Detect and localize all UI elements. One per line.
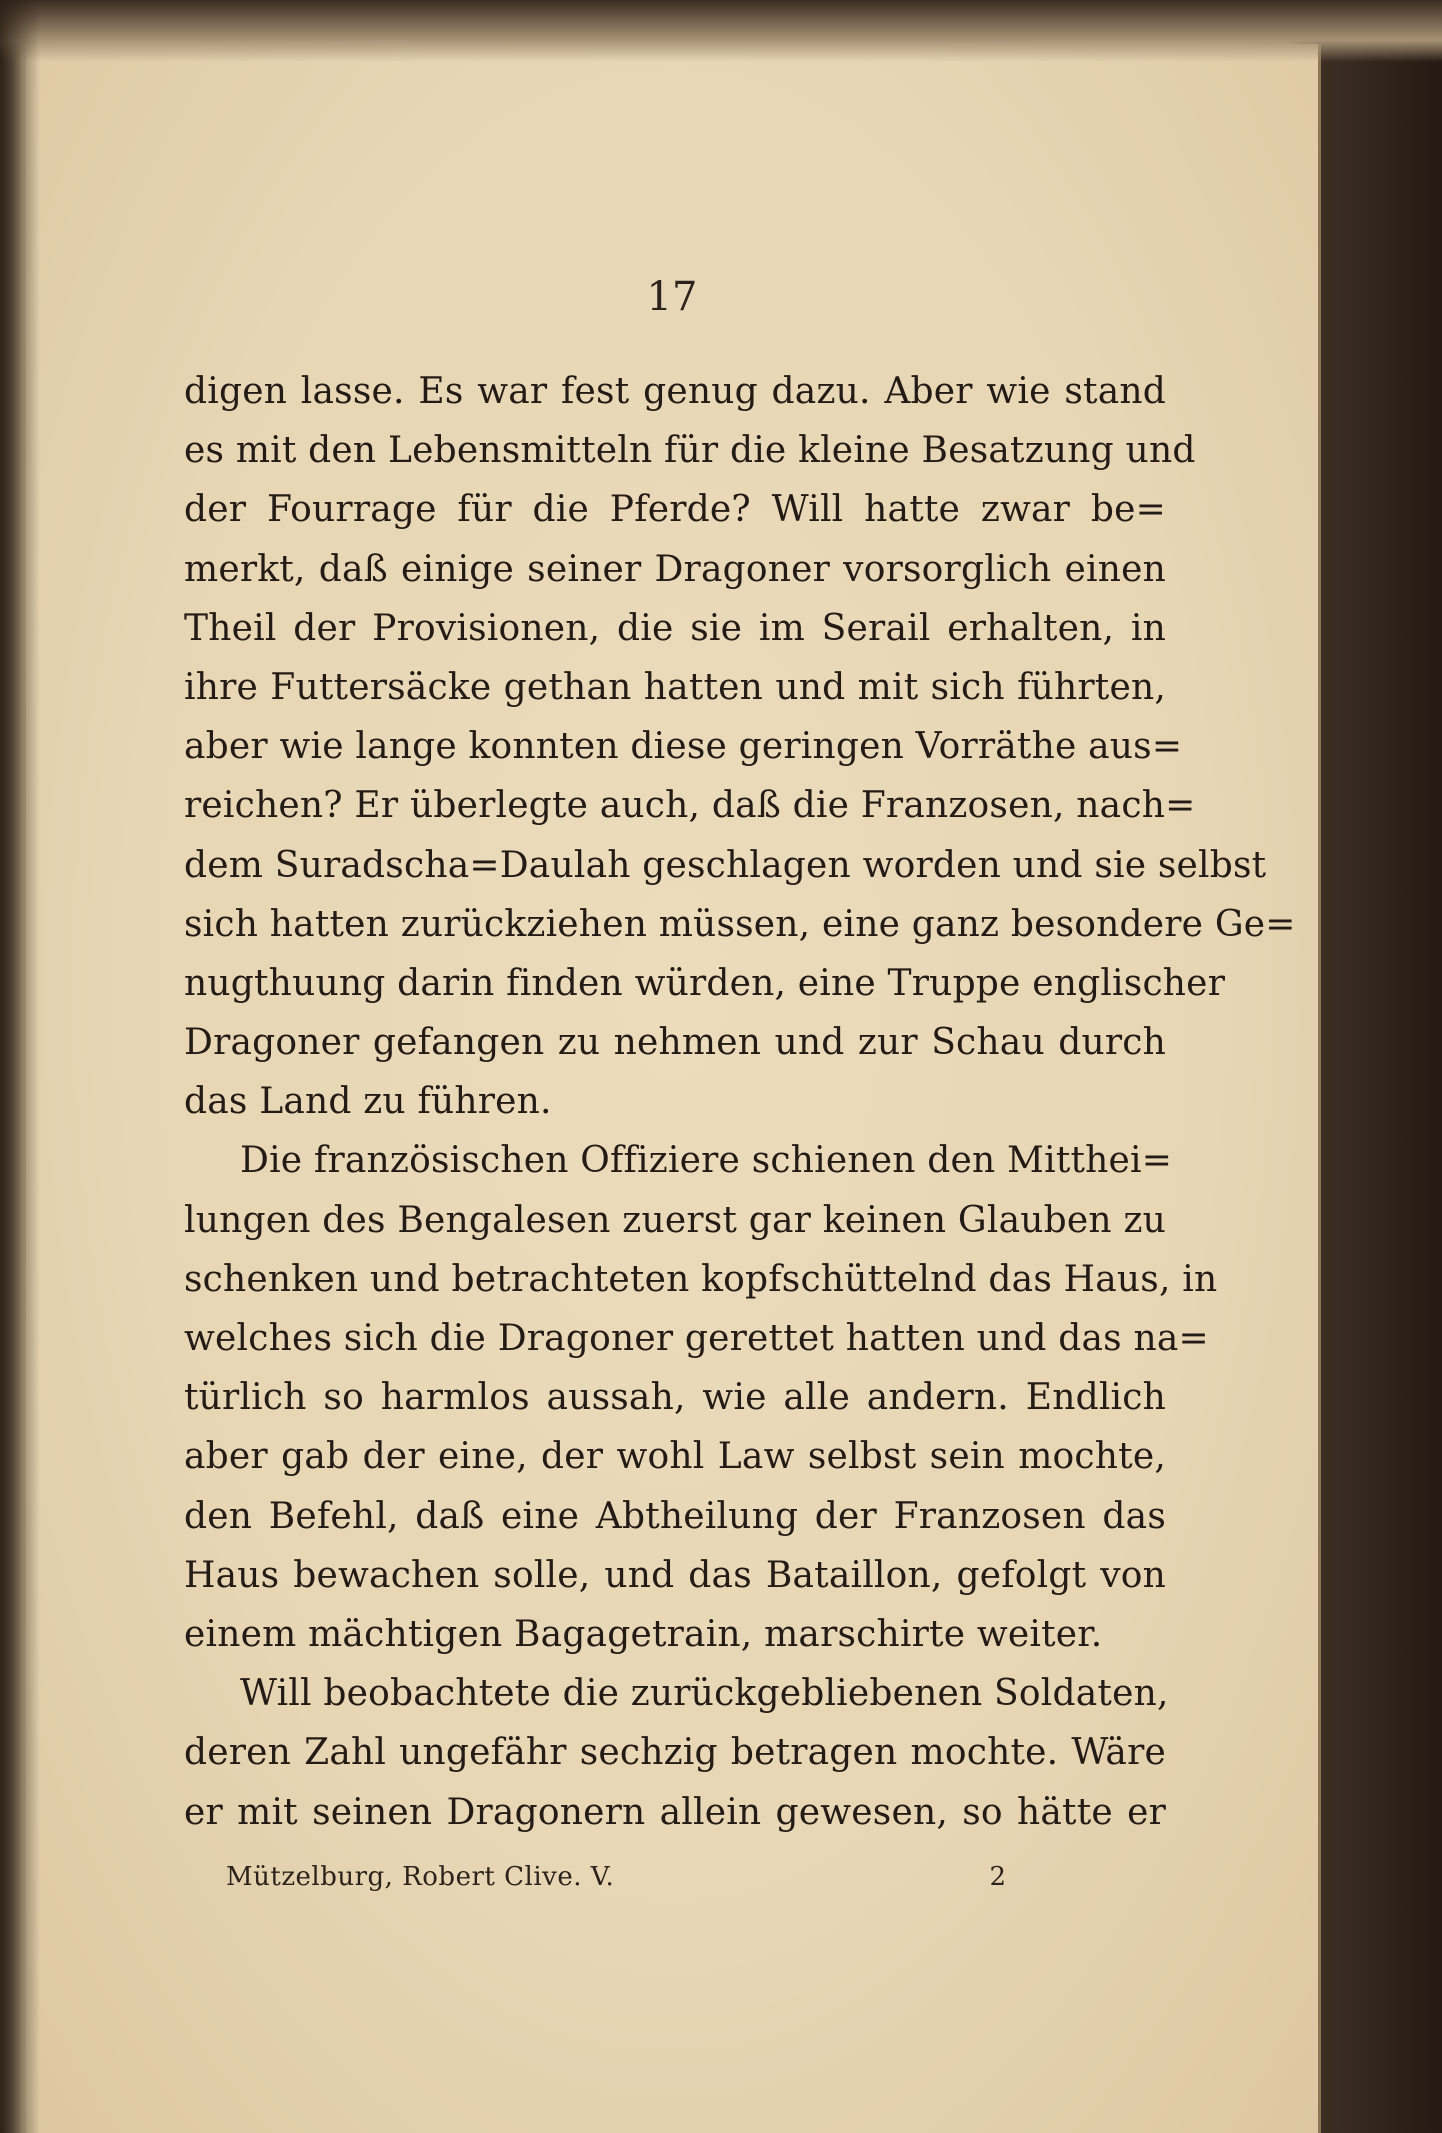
text-line: Will beobachtete die zurückgebliebenen Soldaten, bbox=[240, 1673, 1169, 1715]
text-line: reichen? Er überlegte auch, daß die Franzosen, nach= bbox=[184, 785, 1196, 827]
text-line: aber wie lange konnten diese geringen Vorräthe aus= bbox=[184, 726, 1183, 768]
text-line: das Land zu führen. bbox=[184, 1081, 552, 1123]
text-line: Theil der Provisionen, die sie im Serail erhalten, in bbox=[184, 607, 1166, 649]
book-cover-edge bbox=[1318, 40, 1442, 2133]
text-line: deren Zahl ungefähr sechzig betragen mochte. Wäre bbox=[184, 1732, 1166, 1774]
scan-top-edge bbox=[0, 0, 1442, 62]
text-line: nugthuung darin finden würden, eine Truppe englischer bbox=[184, 962, 1226, 1004]
text-line: er mit seinen Dragonern allein gewesen, so hätte er bbox=[184, 1791, 1166, 1833]
text-line: den Befehl, daß eine Abtheilung der Franzosen das bbox=[184, 1495, 1166, 1537]
page-sheet bbox=[26, 44, 1321, 2133]
text-line: es mit den Lebensmitteln für die kleine Besatzung und bbox=[184, 430, 1196, 472]
page-footer bbox=[226, 1862, 1006, 1892]
printer-signature: Mützelburg, Robert Clive. V. bbox=[226, 1862, 615, 1892]
text-line: einem mächtigen Bagagetrain, marschirte weiter. bbox=[184, 1613, 1103, 1655]
text-line: merkt, daß einige seiner Dragoner vorsorglich einen bbox=[184, 548, 1166, 590]
text-line: lungen des Bengalesen zuerst gar keinen Glauben zu bbox=[184, 1199, 1166, 1241]
text-line: schenken und betrachteten kopfschüttelnd das Haus, in bbox=[184, 1258, 1218, 1300]
text-line: aber gab der eine, der wohl Law selbst sein mochte, bbox=[184, 1436, 1166, 1478]
text-line: digen lasse. Es war fest genug dazu. Aber wie stand bbox=[184, 371, 1166, 412]
text-line: der Fourrage für die Pferde? Will hatte zwar be= bbox=[184, 489, 1166, 531]
text-line: türlich so harmlos aussah, wie alle andern. Endlich bbox=[184, 1377, 1166, 1419]
text-line: Haus bewachen solle, und das Bataillon, gefolgt von bbox=[184, 1554, 1166, 1596]
body-text bbox=[184, 362, 1296, 1842]
binding-shadow bbox=[0, 0, 40, 2133]
page-number: 17 bbox=[646, 274, 698, 320]
text-line: ihre Futtersäcke gethan hatten und mit sich führten, bbox=[184, 666, 1166, 708]
text-line: Dragoner gefangen zu nehmen und zur Schau durch bbox=[184, 1022, 1166, 1064]
text-line: Die französischen Offiziere schienen den Mitthei= bbox=[240, 1140, 1173, 1182]
text-line: sich hatten zurückziehen müssen, eine ganz besondere Ge= bbox=[184, 903, 1296, 945]
text-line: welches sich die Dragoner gerettet hatten und das na= bbox=[184, 1318, 1209, 1359]
text-line: dem Suradscha=Daulah geschlagen worden und sie selbst bbox=[184, 844, 1267, 886]
sheet-number: 2 bbox=[989, 1862, 1006, 1892]
